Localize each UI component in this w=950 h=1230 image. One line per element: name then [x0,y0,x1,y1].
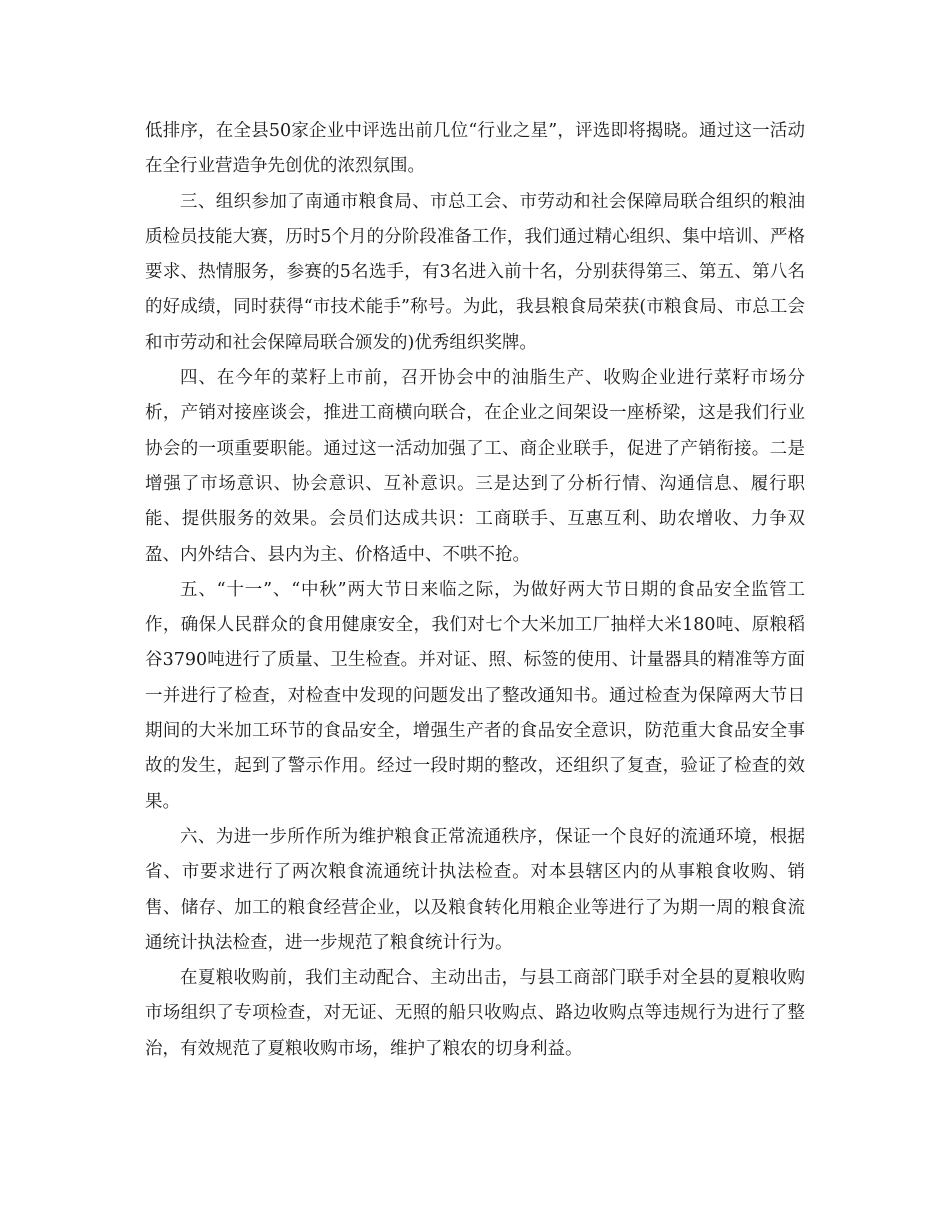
paragraph-section-6: 六、为进一步所作所为维护粮食正常流通秩序，保证一个良好的流通环境，根据省、市要求进行了两次粮食流通统计执法检查。对本县辖区内的从事粮食收购、销售、储存、加工的粮食经营企业，以及粮食转化用粮企业等进行了为期一周的粮食流通统计执法检查，进一步规范了粮食统计行为。 [145,826,805,953]
paragraph-section-3: 三、组织参加了南通市粮食局、市总工会、市劳动和社会保障局联合组织的粮油质检员技能大赛，历时5个月的分阶段准备工作，我们通过精心组织、集中培训、严格要求、热情服务，参赛的5名选手，有3名进入前十名，分别获得第三、第五、第八名的好成绩，同时获得“市技术能手”称号。为此，我县粮食局荣获(市粮食局、市总工会和市劳动和社会保障局联合颁发的)优秀组织奖牌。 [145,191,805,353]
paragraph-continuation: 低排序，在全县50家企业中评选出前几位“行业之星”，评选即将揭晓。通过这一活动在全行业营造争先创优的浓烈氛围。 [145,121,805,177]
document-body [145,114,805,1067]
paragraph-section-4: 四、在今年的菜籽上市前，召开协会中的油脂生产、收购企业进行菜籽市场分析，产销对接座谈会，推进工商横向联合，在企业之间架设一座桥梁，这是我们行业协会的一项重要职能。通过这一活动加强了工、商企业联手，促进了产销衔接。二是增强了市场意识、协会意识、互补意识。三是达到了分析行情、沟通信息、履行职能、提供服务的效果。会员们达成共识：工商联手、互惠互利、助农增收、力争双盈、内外结合、县内为主、价格适中、不哄不抢。 [145,368,805,565]
paragraph-section-5: 五、“十一”、“中秋”两大节日来临之际，为做好两大节日期的食品安全监管工作，确保人民群众的食用健康安全，我们对七个大米加工厂抽样大米180吨、原粮稻谷3790吨进行了质量、卫生检查。并对证、照、标签的使用、计量器具的精准等方面一并进行了检查，对检查中发现的问题发出了整改通知书。通过检查为保障两大节日期间的大米加工环节的食品安全，增强生产者的食品安全意识，防范重大食品安全事故的发生，起到了警示作用。经过一段时期的整改，还组织了复查，验证了检查的效果。 [145,579,805,812]
paragraph-summer-grain: 在夏粮收购前，我们主动配合、主动出击，与县工商部门联手对全县的夏粮收购市场组织了专项检查，对无证、无照的船只收购点、路边收购点等违规行为进行了整治，有效规范了夏粮收购市场，维护了粮农的切身利益。 [145,968,805,1059]
